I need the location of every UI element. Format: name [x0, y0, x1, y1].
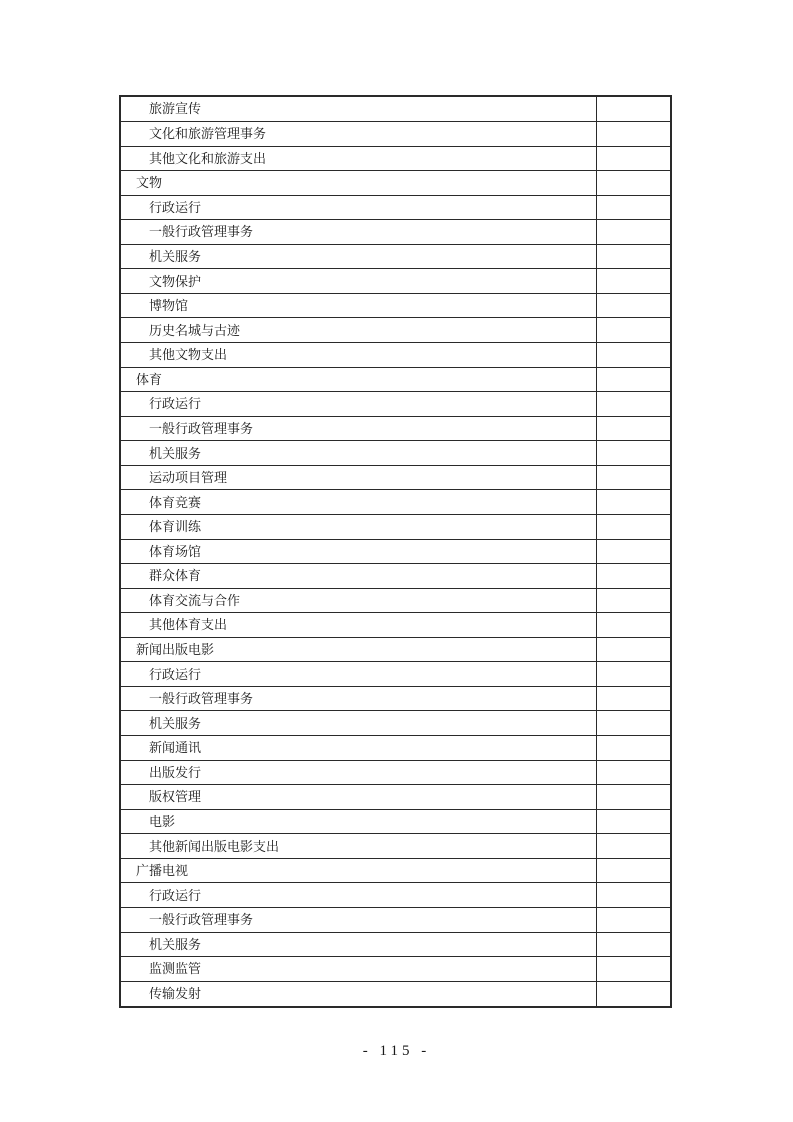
category-label-cell: 机关服务	[120, 711, 596, 736]
category-label-cell: 体育	[120, 367, 596, 392]
table-row	[120, 760, 671, 785]
table-row	[120, 907, 671, 932]
value-cell	[596, 465, 671, 490]
category-label-cell: 电影	[120, 809, 596, 834]
value-cell	[596, 269, 671, 294]
category-label-cell: 体育竞赛	[120, 490, 596, 515]
value-cell	[596, 539, 671, 564]
value-cell	[596, 293, 671, 318]
value-cell	[596, 858, 671, 883]
category-label-cell: 运动项目管理	[120, 465, 596, 490]
table-row	[120, 711, 671, 736]
category-label-cell: 机关服务	[120, 244, 596, 269]
value-cell	[596, 637, 671, 662]
value-cell	[596, 96, 671, 121]
table-row	[120, 613, 671, 638]
category-label-cell: 广播电视	[120, 858, 596, 883]
table-row	[120, 785, 671, 810]
category-label-cell: 行政运行	[120, 392, 596, 417]
value-cell	[596, 121, 671, 146]
table-row	[120, 441, 671, 466]
table-row	[120, 392, 671, 417]
table-row	[120, 588, 671, 613]
category-label-cell: 一般行政管理事务	[120, 416, 596, 441]
table-row	[120, 416, 671, 441]
category-label-cell: 监测监管	[120, 957, 596, 982]
category-label-cell: 机关服务	[120, 932, 596, 957]
value-cell	[596, 318, 671, 343]
budget-category-table	[119, 95, 672, 1008]
category-label-cell: 其他文物支出	[120, 343, 596, 368]
table-row	[120, 465, 671, 490]
table-row	[120, 539, 671, 564]
category-label-cell: 其他新闻出版电影支出	[120, 834, 596, 859]
table-row	[120, 96, 671, 121]
value-cell	[596, 932, 671, 957]
table-row	[120, 318, 671, 343]
value-cell	[596, 711, 671, 736]
value-cell	[596, 613, 671, 638]
category-label-cell: 传输发射	[120, 981, 596, 1007]
table-row	[120, 293, 671, 318]
value-cell	[596, 220, 671, 245]
table-row	[120, 367, 671, 392]
value-cell	[596, 907, 671, 932]
category-label-cell: 文化和旅游管理事务	[120, 121, 596, 146]
category-label-cell: 旅游宣传	[120, 96, 596, 121]
category-label-cell: 历史名城与古迹	[120, 318, 596, 343]
table-row	[120, 195, 671, 220]
category-label-cell: 机关服务	[120, 441, 596, 466]
table-row	[120, 514, 671, 539]
value-cell	[596, 957, 671, 982]
table-row	[120, 662, 671, 687]
category-label-cell: 出版发行	[120, 760, 596, 785]
value-cell	[596, 834, 671, 859]
page-number: - 115 -	[362, 1043, 431, 1059]
value-cell	[596, 171, 671, 196]
value-cell	[596, 588, 671, 613]
table-row	[120, 121, 671, 146]
value-cell	[596, 686, 671, 711]
value-cell	[596, 809, 671, 834]
category-label-cell: 一般行政管理事务	[120, 907, 596, 932]
table-row	[120, 343, 671, 368]
category-label-cell: 群众体育	[120, 564, 596, 589]
value-cell	[596, 367, 671, 392]
value-cell	[596, 343, 671, 368]
table-row	[120, 146, 671, 171]
table-row	[120, 809, 671, 834]
value-cell	[596, 760, 671, 785]
category-label-cell: 体育交流与合作	[120, 588, 596, 613]
table-row	[120, 490, 671, 515]
table-row	[120, 686, 671, 711]
table-body	[120, 96, 671, 1007]
value-cell	[596, 736, 671, 761]
table-row	[120, 883, 671, 908]
category-label-cell: 版权管理	[120, 785, 596, 810]
category-label-cell: 一般行政管理事务	[120, 686, 596, 711]
table-row	[120, 244, 671, 269]
table-row	[120, 736, 671, 761]
category-label-cell: 博物馆	[120, 293, 596, 318]
category-label-cell: 新闻通讯	[120, 736, 596, 761]
table-row	[120, 171, 671, 196]
value-cell	[596, 662, 671, 687]
category-label-cell: 行政运行	[120, 662, 596, 687]
value-cell	[596, 416, 671, 441]
category-label-cell: 体育训练	[120, 514, 596, 539]
table-row	[120, 981, 671, 1007]
category-label-cell: 其他文化和旅游支出	[120, 146, 596, 171]
table-row	[120, 932, 671, 957]
value-cell	[596, 883, 671, 908]
category-label-cell: 新闻出版电影	[120, 637, 596, 662]
value-cell	[596, 785, 671, 810]
table-row	[120, 834, 671, 859]
table-row	[120, 220, 671, 245]
value-cell	[596, 490, 671, 515]
category-label-cell: 文物保护	[120, 269, 596, 294]
table-row	[120, 564, 671, 589]
category-label-cell: 行政运行	[120, 883, 596, 908]
value-cell	[596, 564, 671, 589]
category-label-cell: 一般行政管理事务	[120, 220, 596, 245]
value-cell	[596, 441, 671, 466]
category-label-cell: 其他体育支出	[120, 613, 596, 638]
value-cell	[596, 146, 671, 171]
category-label-cell: 文物	[120, 171, 596, 196]
value-cell	[596, 514, 671, 539]
table-row	[120, 858, 671, 883]
category-label-cell: 体育场馆	[120, 539, 596, 564]
table-row	[120, 957, 671, 982]
value-cell	[596, 244, 671, 269]
value-cell	[596, 981, 671, 1007]
value-cell	[596, 392, 671, 417]
value-cell	[596, 195, 671, 220]
table-row	[120, 269, 671, 294]
category-label-cell: 行政运行	[120, 195, 596, 220]
table-row	[120, 637, 671, 662]
